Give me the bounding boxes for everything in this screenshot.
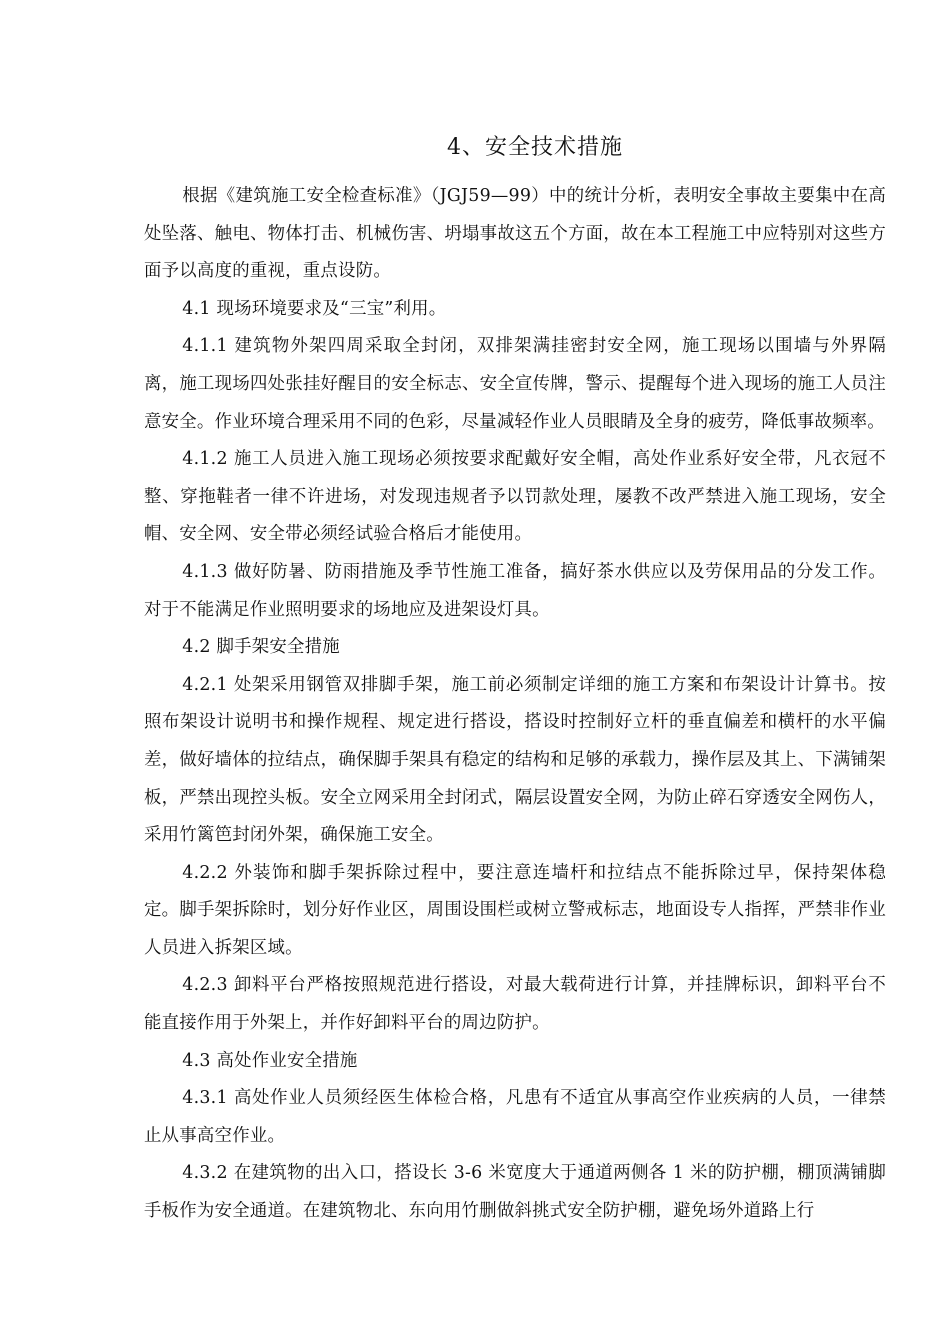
section-heading-4-2: 4.2 脚手架安全措施	[182, 637, 340, 658]
paragraph-4-1-3: 4.1.3 做好防暑、防雨措施及季节性施工准备，搞好茶水供应以及劳保用品的分发工作。对于不能满足作业照明要求的场地应及进架设灯具。	[144, 561, 886, 620]
paragraph-4-3-1: 4.3.1 高处作业人员须经医生体检合格，凡患有不适宜从事高空作业疾病的人员，一律禁止从事高空作业。	[144, 1088, 886, 1146]
section-heading-4-3: 4.3 高处作业安全措施	[182, 1050, 358, 1071]
paragraph-4-1-1: 4.1.1 建筑物外架四周采取全封闭，双排架满挂密封安全网，施工现场以围墙与外界隔离，施工现场四处张挂好醒目的安全标志、安全宣传牌，警示、提醒每个进入现场的施工人员注意安全。作业环境合理采用不同的色彩，尽量减轻作业人员眼睛及全身的疲劳，降低事故频率。	[144, 336, 886, 432]
document-body	[144, 178, 886, 1231]
paragraph-4-1-2: 4.1.2 施工人员进入施工现场必须按要求配戴好安全帽，高处作业系好安全带，凡衣冠不整、穿拖鞋者一律不许进场，对发现违规者予以罚款处理，屡教不改严禁进入施工现场，安全帽、安全网、安全带必须经试验合格后才能使用。	[144, 449, 886, 545]
section-heading-4-1: 4.1 现场环境要求及“三宝”利用。	[182, 298, 447, 319]
paragraph-4-2-3: 4.2.3 卸料平台严格按照规范进行搭设，对最大载荷进行计算，并挂牌标识，卸料平台不能直接作用于外架上，并作好卸料平台的周边防护。	[144, 975, 886, 1034]
paragraph-4-2-1: 4.2.1 处架采用钢管双排脚手架，施工前必须制定详细的施工方案和布架设计计算书。按照布架设计说明书和操作规程、规定进行搭设，搭设时控制好立杆的垂直偏差和横杆的水平偏差，做好墙体的拉结点，确保脚手架具有稳定的结构和足够的承载力，操作层及其上、下满铺架板，严禁出现控头板。安全立网采用全封闭式，隔层设置安全网，为防止碎石穿透安全网伤人，采用竹篱笆封闭外架，确保施工安全。	[144, 674, 886, 846]
paragraph-intro: 根据《建筑施工安全检查标准》（JGJ59—99）中的统计分析，表明安全事故主要集中在高处坠落、触电、物体打击、机械伤害、坍塌事故这五个方面，故在本工程施工中应特别对这些方面予以高度的重视，重点设防。	[144, 186, 886, 282]
paragraph-4-2-2: 4.2.2 外装饰和脚手架拆除过程中，要注意连墙杆和拉结点不能拆除过早，保持架体稳定。脚手架拆除时，划分好作业区，周围设围栏或树立警戒标志，地面设专人指挥，严禁非作业人员进入拆架区域。	[144, 862, 886, 958]
paragraph-4-3-2: 4.3.2 在建筑物的出入口，搭设长 3-6 米宽度大于通道两侧各 1 米的防护棚，棚顶满铺脚手板作为安全通道。在建筑物北、东向用竹删做斜挑式安全防护棚，避免场外道路上行	[144, 1163, 886, 1222]
page-title: 4、安全技术措施	[447, 135, 623, 160]
